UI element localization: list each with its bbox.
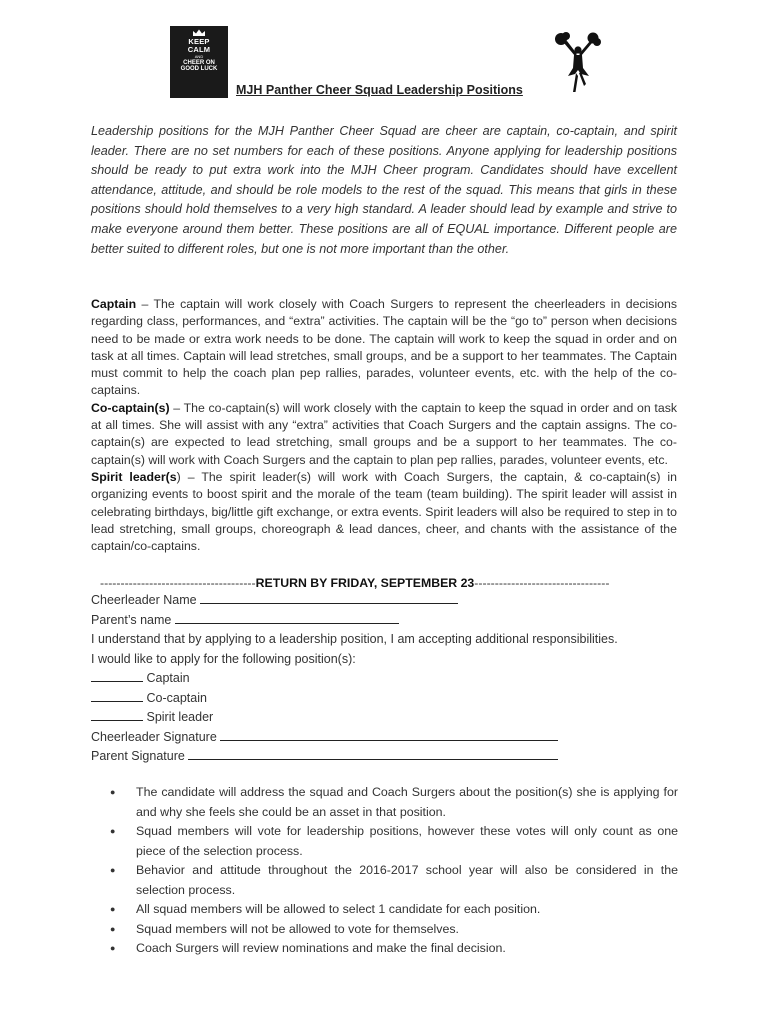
keep-calm-poster — [170, 26, 228, 98]
apply-statement: I would like to apply for the following position(s): — [91, 651, 356, 666]
roles-section — [91, 296, 677, 555]
cheerleader-signature-field[interactable] — [220, 728, 558, 741]
list-item: ● Squad members will vote for leadership positions, however these votes will only count as one piece of the selection process. — [110, 822, 678, 861]
role-co-captain-text: – The co-captain(s) will work closely with the captain to keep the squad in order and on task at all times. She will assist with any “extra” activities that Coach Surgers and the captain assigns. The co-captain(s) are expected to lead stretching, small groups and be a support to her teammates. The co-captain(s) will work with Coach Surgers and the captain to plan pep rallies, parades, volunteer events, etc. — [91, 400, 677, 467]
poster-line-4: GOOD LUCK — [180, 66, 218, 73]
list-item: ● Squad members will not be allowed to vote for themselves. — [110, 920, 678, 940]
position-co-captain-label: Co-captain — [146, 690, 207, 705]
page-title: MJH Panther Cheer Squad Leadership Positions — [236, 83, 523, 97]
position-captain-row — [91, 669, 691, 689]
dashes-right: --------------------------------- — [474, 576, 610, 590]
poster-line-1: KEEP — [188, 37, 210, 46]
poster-small: AND — [194, 53, 204, 59]
cheerleader-name-row — [91, 591, 691, 611]
selection-process-list — [110, 783, 678, 959]
poster-line-2: CALM — [187, 44, 211, 54]
role-spirit-leader-text: ) – The spirit leader(s) will work with Coach Surgers, the captain, & co-captain(s) in organizing events to boost spirit and the morale of the team (team building). The spirit leader will assist in celebrating birthdays, big/little gift exchange, or extra events. Spirit leaders will also be required to step in to lead stretching, small groups, choreograph & lead dances, cheer, and chants with the assistance of the captain/co-captains. — [91, 469, 678, 554]
position-spirit-leader-checkline[interactable] — [91, 708, 143, 721]
role-captain — [91, 296, 677, 400]
role-co-captain-name: Co-captain(s) — [91, 400, 170, 415]
role-captain-text: – The captain will work closely with Coach Surgers to represent the cheerleaders in decisions regarding class, performances, and “extra” activities. The captain will be the “go to” person when decisions need to be made or extra work needs to be done. The captain will work to keep the squad in order and on task at all times. Captain will lead stretches, small groups, and be a support to her teammates. The Captain must commit to help the coach plan pep rallies, parades, volunteer events, etc. with the help of the co-captains. — [91, 297, 677, 398]
understand-statement: I understand that by applying to a leadership position, I am accepting additional responsibilities. — [91, 632, 618, 646]
parent-name-label: Parent’s name — [91, 612, 172, 627]
dashes-left: -------------------------------------- — [100, 576, 256, 590]
list-item: ● The candidate will address the squad and Coach Surgers about the position(s) she is applying for and why she feels she could be an asset in that position. — [110, 783, 678, 822]
parent-name-field[interactable] — [175, 611, 399, 624]
cheerleader-icon — [553, 30, 603, 96]
cheerleader-name-label: Cheerleader Name — [91, 593, 197, 607]
position-captain-checkline[interactable] — [91, 669, 143, 682]
list-item: ● Coach Surgers will review nominations and make the final decision. — [110, 939, 678, 959]
position-co-captain-row — [91, 689, 691, 709]
position-captain-label: Captain — [146, 671, 190, 685]
role-spirit-leader-name: Spirit leader(s — [91, 469, 177, 484]
cheerleader-signature-label: Cheerleader Signature — [91, 729, 217, 744]
role-spirit-leader — [91, 469, 677, 555]
intro-paragraph: Leadership positions for the MJH Panther Cheer Squad are cheer are captain, co-captain, and spirit leader. There are no set numbers for each of these positions. Anyone applying for leadership positions should be ready to put extra work into the MJH Cheer program. Candidates should have excellent attendance, attitude, and should be role models to the rest of the squad. This means that girls in these positions should hold themselves to a very high standard. A leader should lead by example and strive to make everyone around them better. These positions are all of EQUAL importance. Different people are better suited to different roles, but one is not more important than the other. — [91, 124, 677, 256]
role-co-captain — [91, 400, 677, 469]
list-item: ● Behavior and attitude throughout the 2016-2017 school year will also be considered in the selection process. — [110, 861, 678, 900]
return-deadline: RETURN BY FRIDAY, SEPTEMBER 23 — [255, 576, 475, 590]
position-spirit-leader-label: Spirit leader — [146, 710, 214, 724]
position-co-captain-checkline[interactable] — [91, 689, 143, 702]
position-spirit-leader-row — [91, 708, 691, 728]
parent-signature-field[interactable] — [188, 747, 558, 760]
list-item: ● All squad members will be allowed to select 1 candidate for each position. — [110, 900, 678, 920]
cheerleader-signature-row — [91, 728, 691, 748]
crown-icon — [192, 29, 206, 37]
parent-signature-row — [91, 747, 691, 767]
application-form — [91, 591, 691, 767]
parent-signature-label: Parent Signature — [91, 749, 185, 763]
cheerleader-name-field[interactable] — [200, 591, 458, 604]
return-deadline-line — [100, 575, 676, 592]
role-captain-name: Captain — [91, 297, 137, 311]
parent-name-row — [91, 611, 691, 631]
poster-line-3: CHEER ON — [183, 59, 215, 66]
